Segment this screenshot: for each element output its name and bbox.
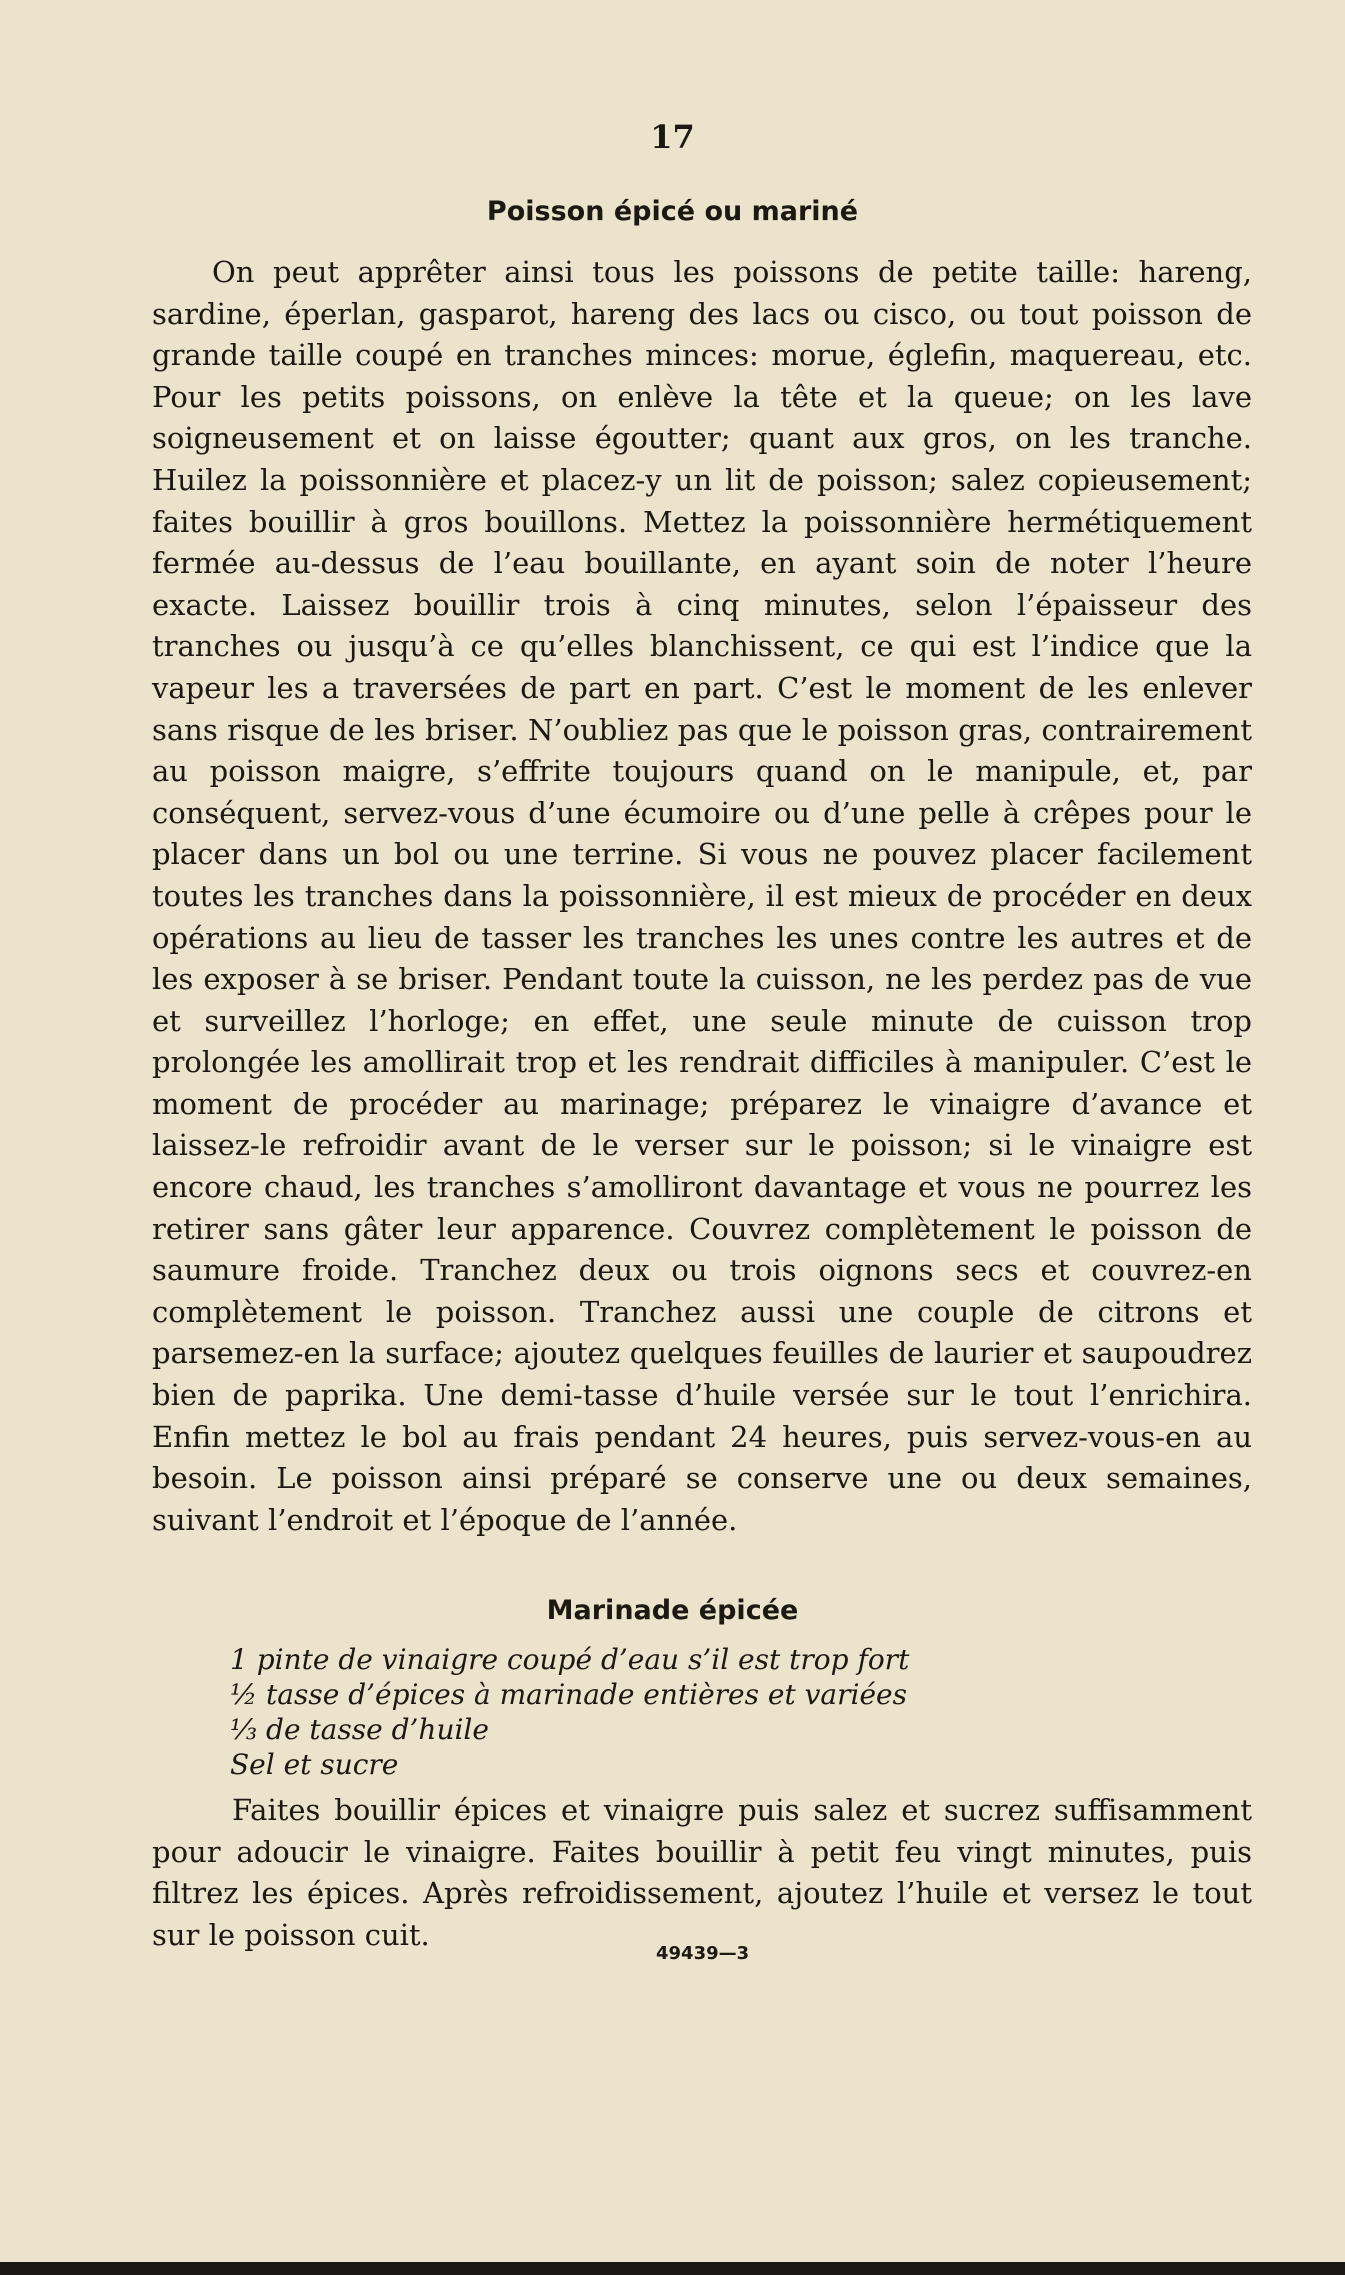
ingredient-item: Sel et sucre — [230, 1748, 399, 1781]
ingredient-list — [230, 1642, 909, 1782]
page-bottom-edge — [0, 2262, 1345, 2275]
footer-print-code: 49439—3 — [656, 1943, 750, 1964]
ingredient-item: ½ tasse d’épices à marinade entières et variées — [230, 1678, 907, 1711]
paragraph-marinade-instructions: Faites bouillir épices et vinaigre puis salez et sucrez suffisamment pour adoucir le vinaigre. Faites bouillir à petit feu vingt minutes, puis filtrez les épices. Après refroidissement, ajoutez l’huile et versez le tout sur le poisson cuit. — [152, 1793, 1252, 1952]
section-title-poisson-epice: Poisson épicé ou mariné — [486, 196, 859, 227]
paragraph-preparation: On peut apprêter ainsi tous les poissons de petite taille: hareng, sardine, éperlan, gasparot, hareng des lacs ou cisco, ou tout poisson de grande taille coupé en tranches minces: morue, églefin, maquereau, etc. Pour les petits poissons, on enlève la tête et la queue; on les lave soigneusement et on laisse égoutter; quant aux gros, on les tranche. Huilez la poissonnière et placez-y un lit de poisson; salez copieusement; faites bouillir à gros bouillons. Mettez la poissonnière hermétiquement fermée au-dessus de l’eau bouillante, en ayant soin de noter l’heure exacte. Laissez bouillir trois à cinq minutes, selon l’épaisseur des tranches ou jusqu’à ce qu’elles blanchissent, ce qui est l’indice que la vapeur les a traversées de part en part. C’est le moment de les enlever sans risque de les briser. N’oubliez pas que le poisson gras, contrairement au poisson maigre, s’effrite toujours quand on le manipule, et, par conséquent, servez-vous d’une écumoire ou d’une pelle à crêpes pour le placer dans un bol ou une terrine. Si vous ne pouvez placer facilement toutes les tranches dans la poissonnière, il est mieux de procéder en deux opérations au lieu de tasser les tranches les unes contre les autres et de les exposer à se briser. Pendant toute la cuisson, ne les perdez pas de vue et surveillez l’horloge; en effet, une seule minute de cuisson trop prolongée les amollirait trop et les rendrait difficiles à manipuler. C’est le moment de procéder au marinage; préparez le vinaigre d’avance et laissez-le refroidir avant de le verser sur le poisson; si le vinaigre est encore chaud, les tranches s’amolliront davantage et vous ne pourrez les retirer sans gâter leur apparence. Couvrez complètement le poisson de saumure froide. Tranchez deux ou trois oignons secs et couvrez-en complètement le poisson. Tranchez aussi une couple de citrons et parsemez-en la surface; ajoutez quelques feuilles de laurier et saupoudrez bien de paprika. Une demi-tasse d’huile versée sur le tout l’enrichira. Enfin mettez le bol au frais pendant 24 heures, puis servez-vous-en au besoin. Le poisson ainsi préparé se conserve une ou deux semaines, suivant l’endroit et l’époque de l’année. — [152, 255, 1252, 1537]
section-title-marinade: Marinade épicée — [546, 1595, 799, 1626]
ingredient-item: 1 pinte de vinaigre coupé d’eau s’il est trop fort — [230, 1643, 910, 1676]
page-number: 17 — [650, 118, 695, 156]
ingredient-item: ⅓ de tasse d’huile — [230, 1713, 489, 1746]
